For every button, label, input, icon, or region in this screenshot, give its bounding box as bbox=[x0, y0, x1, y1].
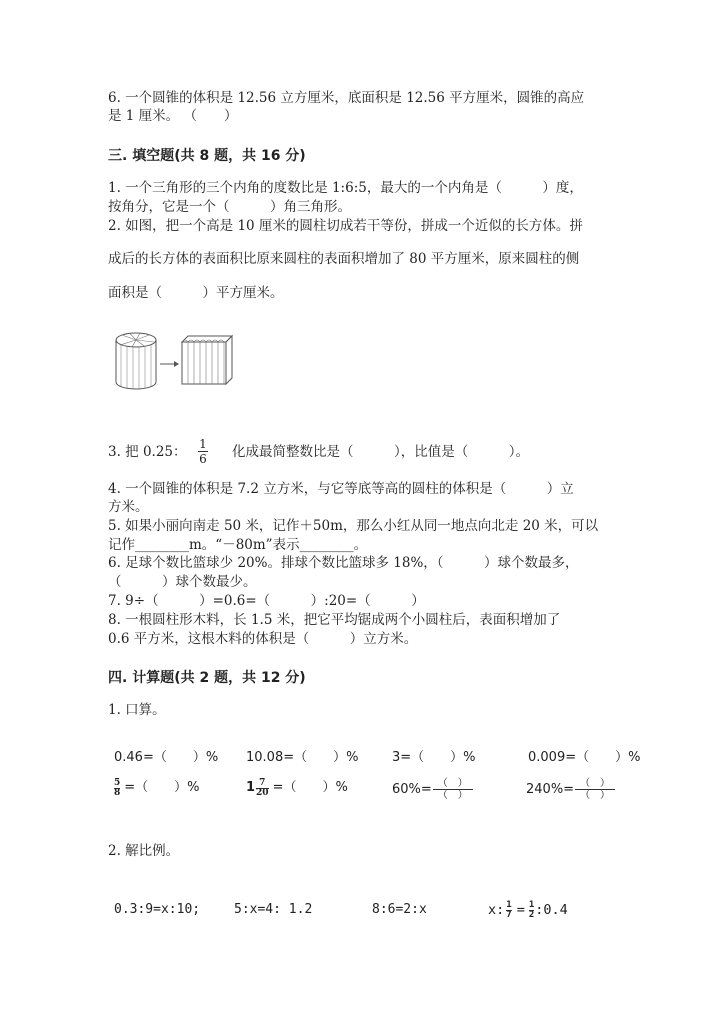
judge-q6-line1: 6. 一个圆锥的体积是 12.56 立方厘米，底面积是 12.56 平方厘米，圆锥的高应 bbox=[108, 90, 585, 106]
mixed-whole: 1 bbox=[246, 780, 256, 795]
oral-calc-item bbox=[114, 778, 200, 798]
fill-q1-line1: 1. 一个三角形的三个内角的度数比是 1:6:5，最大的一个内角是（ ）度， bbox=[108, 180, 583, 196]
fraction-denominator: （ ） bbox=[437, 790, 468, 801]
oral-calc-rest: =（ ）% bbox=[124, 780, 200, 795]
oral-calc-item bbox=[526, 778, 615, 801]
fraction-numerator: 1 bbox=[506, 899, 512, 910]
fraction-numerator: 5 bbox=[114, 777, 121, 788]
section4-heading: 四. 计算题(共 2 题，共 12 分) bbox=[108, 670, 306, 686]
fill-q3-prefix: 3. 把 0.25： bbox=[108, 444, 187, 460]
fraction-denominator: 2 bbox=[528, 909, 535, 920]
fill-q5-line2: 记作________m。“－80m”表示________。 bbox=[108, 537, 368, 553]
fraction-denominator: 6 bbox=[199, 452, 207, 466]
fill-q7: 7. 9÷（ ）=0.6=（ ）:20=（ ） bbox=[108, 593, 425, 609]
fill-q1-line2: 按角分，它是一个（ ）角三角形。 bbox=[108, 199, 351, 215]
fill-q6-line2: （ ）球个数最少。 bbox=[108, 574, 257, 590]
cylinder-to-cuboid-figure bbox=[108, 330, 238, 392]
oral-calc-prefix: 240%= bbox=[526, 781, 575, 797]
fill-q4-line2: 方米。 bbox=[108, 499, 149, 515]
fill-q2-line2: 成后的长方体的表面积比原来圆柱的表面积增加了 80 平方厘米，原来圆柱的侧 bbox=[108, 251, 580, 267]
fill-q2-line3: 面积是（ ）平方厘米。 bbox=[108, 285, 284, 301]
fraction bbox=[114, 779, 120, 798]
proportion-item: 0.3:9=x:10; bbox=[114, 902, 201, 917]
judge-q6-line2: 是 1 厘米。 （ ） bbox=[108, 108, 238, 124]
fraction-numerator: 1 bbox=[528, 899, 535, 910]
section3-heading: 三. 填空题(共 8 题，共 16 分) bbox=[108, 148, 306, 164]
fraction-denominator: 20 bbox=[256, 787, 269, 798]
fill-q8-line2: 0.6 平方米，这根木料的体积是（ ）立方米。 bbox=[108, 631, 418, 647]
oral-calc-item: 3=（ ）% bbox=[392, 750, 476, 765]
fraction-denominator: （ ） bbox=[580, 790, 611, 801]
proportion-prefix: x: bbox=[488, 902, 505, 918]
proportion-item: 8:6=2:x bbox=[372, 902, 427, 917]
fill-q2-line1: 2. 如图，把一个高是 10 厘米的圆柱切成若干等份，拼成一个近似的长方体。拼 bbox=[108, 218, 583, 234]
fraction-numerator: （ ） bbox=[580, 778, 611, 789]
fraction bbox=[506, 901, 511, 920]
oral-calc-item: 0.46=（ ）% bbox=[114, 750, 219, 765]
blank-fraction bbox=[575, 778, 615, 801]
fill-q3-fraction bbox=[198, 437, 208, 466]
blank-fraction bbox=[433, 778, 473, 801]
fraction-denominator: 8 bbox=[114, 787, 121, 798]
fill-q8-line1: 8. 一根圆柱形木料，长 1.5 米，把它平均锯成两个小圆柱后，表面积增加了 bbox=[108, 612, 561, 628]
oral-calc-item: 0.009=（ ）% bbox=[528, 750, 641, 765]
fraction-denominator: 7 bbox=[506, 909, 512, 920]
fill-q6-line1: 6. 足球个数比篮球少 20%。排球个数比篮球多 18%，（ ）球个数最多， bbox=[108, 555, 579, 571]
equals-sign: = bbox=[516, 902, 525, 918]
oral-calc-item bbox=[246, 778, 348, 798]
fraction-numerator: 7 bbox=[259, 777, 266, 788]
fill-q3-suffix: 化成最简整数比是（ ），比值是（ ）。 bbox=[232, 444, 529, 460]
fill-q4-line1: 4. 一个圆锥的体积是 7.2 立方米，与它等底等高的圆柱的体积是（ ）立 bbox=[108, 481, 574, 497]
fraction-numerator: 1 bbox=[199, 437, 207, 451]
proportion-item bbox=[488, 900, 568, 920]
proportion-suffix: :0.4 bbox=[535, 902, 568, 918]
proportion-item: 5:x=4: 1.2 bbox=[234, 902, 313, 917]
fraction-numerator: （ ） bbox=[437, 778, 468, 789]
oral-calc-rest: =（ ）% bbox=[272, 780, 348, 795]
calc-q1-title: 1. 口算。 bbox=[108, 702, 166, 718]
calc-q2-title: 2. 解比例。 bbox=[108, 843, 180, 859]
fill-q5-line1: 5. 如果小丽向南走 50 米，记作＋50m，那么小红从同一地点向北走 20 米，可以 bbox=[108, 518, 599, 534]
fraction bbox=[256, 779, 269, 798]
oral-calc-item bbox=[392, 778, 473, 801]
oral-calc-item: 10.08=（ ）% bbox=[246, 750, 359, 765]
fraction bbox=[529, 901, 534, 920]
oral-calc-prefix: 60%= bbox=[392, 781, 432, 797]
